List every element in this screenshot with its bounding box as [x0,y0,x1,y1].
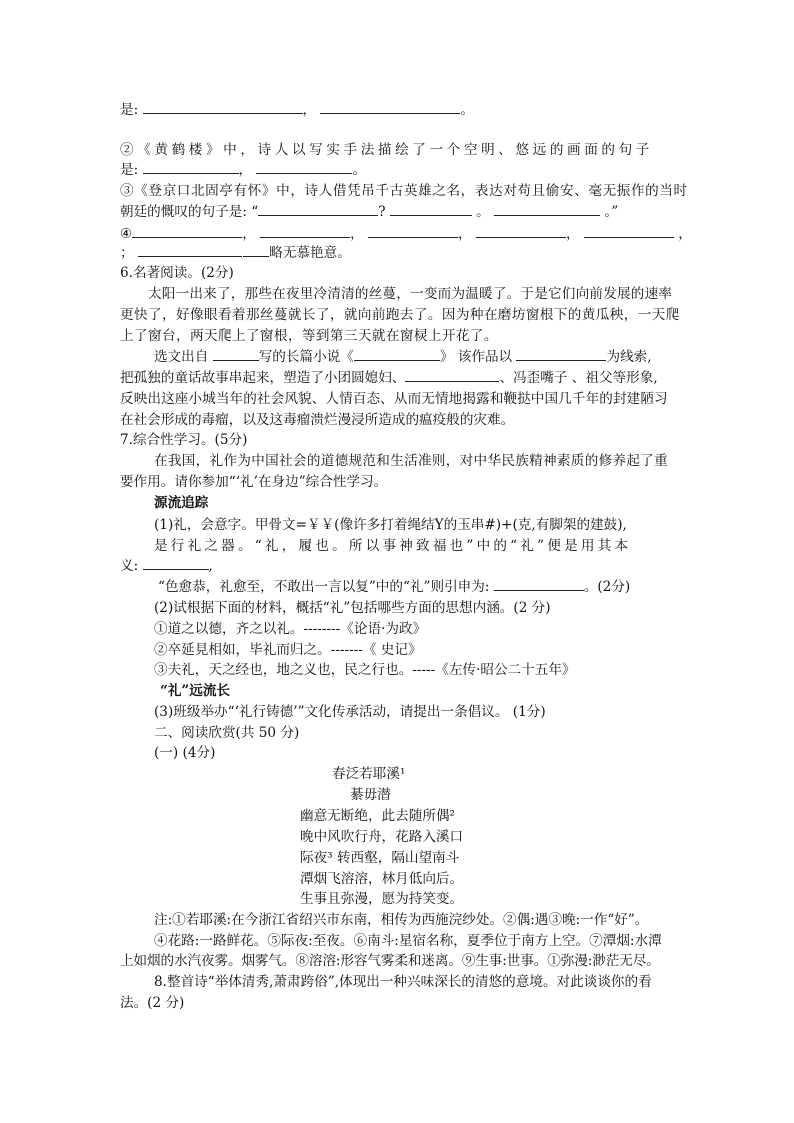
punct: 。 [460,102,475,118]
fill-line-7 [120,244,351,262]
question-6-title: 6.名著阅读。(2分) [120,265,234,281]
label: 朝廷的慨叹的句子是: “ [120,204,259,220]
section-2-title: 二、阅读欣赏(共 50 分) [154,725,300,741]
notes-line: ④花路:一路鲜花。⑤际夜:至夜。⑥南斗:星宿名称，夏季位于南方上空。⑦潭烟:水潭 [154,933,662,949]
answer-blank[interactable] [132,225,242,238]
question-line: ③《登京口北固亭有怀》中，诗人借凭吊千古英雄之名，表达对苟且偷安、毫无振作的当时 [120,183,688,199]
answer-blank[interactable] [516,348,606,361]
subsection-title: (一) (4分) [154,745,216,761]
text: 把孤独的童话故事串起来，塑造了小团圆媳妇、 [120,370,406,386]
fill-line-p4 [154,348,652,366]
answer-blank[interactable] [476,225,566,238]
text: “色愈恭，礼愈至，不敢出一言以复”中的“礼”则引申为: [158,579,490,595]
notes-line: 上如烟的水汽夜雾。烟雾气。⑧溶溶:形容气雾柔和迷离。⑨生事:世事。①弥漫:渺茫无尽。 [120,953,660,969]
label: 是: [120,162,139,178]
answer-blank[interactable] [213,348,259,361]
punct: ， [678,226,692,242]
answer-blank[interactable] [256,161,352,174]
passage-line: 在社会形成的毒瘤，以及这毒瘤溃烂漫浸所造成的瘟疫般的灾难。 [120,412,515,428]
punct: ， [350,226,364,242]
fill-line-p13 [158,578,630,596]
poem-line: 晚中风吹行舟，花路入溪口 [300,829,464,845]
text: 。(2分) [583,579,631,595]
punct: , [208,558,213,574]
passage-line: 在我国，礼作为中国社会的道德规范和生活准则，对中华民族精神素质的修养起了重 [154,453,669,469]
question-8-cont: 法。(2 分) [120,995,185,1011]
fill-line-3 [120,161,366,179]
fill-line-1 [120,101,474,119]
label: 是: [120,102,139,118]
answer-blank[interactable] [143,557,209,570]
fill-line-p5 [120,369,658,387]
passage-line: (3)班级举办“‘礼行铸德’”文化传承活动，请提出一条倡议。 (1分) [154,704,546,720]
question-line: ②《黄鹤楼》中，诗人以写实手法描绘了一个空明、悠远的画面的句子 [120,142,654,158]
notes-line: 注:①若耶溪:在今浙江省绍兴市东南，相传为西施浣纱处。②偶:遇③晚:一作“好”。 [154,912,649,928]
passage-line: ③夫礼，天之经也，地之义也，民之行也。-----《左传·昭公二十五年》 [154,662,576,678]
text: 写的长篇小说《 [258,349,354,365]
question-7-title: 7.综合性学习。(5分) [120,432,248,448]
passage-line: 更快了，好像眼看着那丝蔓就长了，就向前跑去了。因为种在磨坊窗根下的黄瓜秧，一天爬 [120,307,680,323]
answer-blank[interactable] [368,225,458,238]
answer-blank[interactable] [143,101,303,114]
text: 》 该作品以 [439,349,513,365]
poem-title: 春泛若耶溪¹ [332,766,406,782]
section-heading: “礼”远流长 [160,683,231,699]
answer-blank[interactable] [320,101,460,114]
answer-blank[interactable] [138,244,242,257]
punct: ， [565,226,580,242]
answer-blank[interactable] [243,244,269,257]
answer-blank[interactable] [260,225,350,238]
passage-line: 是行礼之器。“礼，履也。所以事神致福也”中的“礼”便是用其本 [154,538,632,554]
question-8: 8.整首诗“举体清秀,萧肃跨俗”,体现出一种兴味深长的清悠的意境。对此谈谈你的看 [154,974,652,990]
passage-line: ①道之以德，齐之以礼。--------《论语·为政》 [154,621,427,637]
section-heading: 源流追踪 [154,495,209,511]
poem-author: 綦毋潜 [350,787,391,803]
fill-line-6 [120,225,692,243]
answer-blank[interactable] [258,203,378,216]
poem-line: 幽意无断绝，此去随所偶² [300,808,455,824]
punct: ， [458,226,472,242]
passage-line: 太阳一出来了，那些在夜里冷清清的丝蔓，一变而为温暖了。于是它们向前发展的速率 [148,286,673,302]
label: ； [120,245,134,261]
poem-line: 潭烟飞溶溶，林月低向后。 [300,871,464,887]
label: 义: [120,558,139,574]
answer-blank[interactable] [143,161,239,174]
passage-line: 上了窗台，两天爬上了窗根，等到第三天就在窗棂上开花了。 [120,328,498,344]
passage-line: 要作用。请你参加“‘礼’在身边”综合性学习。 [120,474,388,490]
passage-line: ②卒延見相如，毕礼而归之。-------《 史记》 [154,642,422,658]
punct: ， [242,226,256,242]
punct: 。” [604,204,619,220]
fill-line-p12 [120,557,213,575]
answer-blank[interactable] [494,203,600,216]
punct: 。 [352,162,367,178]
punct: 。 [476,204,490,220]
passage-line: (2)试根据下面的材料，概括“礼”包括哪些方面的思想内涵。(2 分) [154,600,551,616]
text: 略无慕艳意。 [269,245,351,261]
text: 选文出自 [154,349,209,365]
label: ④ [120,226,133,242]
poem-line: 际夜³ 转西壑，隔山望南斗 [300,850,460,866]
text: 、冯歪嘴子 、祖父等形象, [499,370,658,386]
punct: ， [238,162,253,178]
passage-line: (1)礼，会意字。甲骨文=￥￥(像许多打着绳结Y的玉串#)+(克,有脚架的建鼓), [154,517,627,533]
answer-blank[interactable] [584,225,674,238]
answer-blank[interactable] [390,203,472,216]
answer-blank[interactable] [354,348,440,361]
poem-line: 生事且弥漫，愿为持笑变。 [300,891,464,907]
fill-line-5 [120,203,618,221]
answer-blank[interactable] [405,369,499,382]
passage-line: 反映出这座小城当年的社会风貌、人情百态、从而无情地揭露和鞭挞中国几千年的封建陋习 [120,391,668,407]
punct: ， [302,102,317,118]
text: 为线索, [606,349,652,365]
punct: ? [378,204,386,220]
answer-blank[interactable] [494,578,584,591]
